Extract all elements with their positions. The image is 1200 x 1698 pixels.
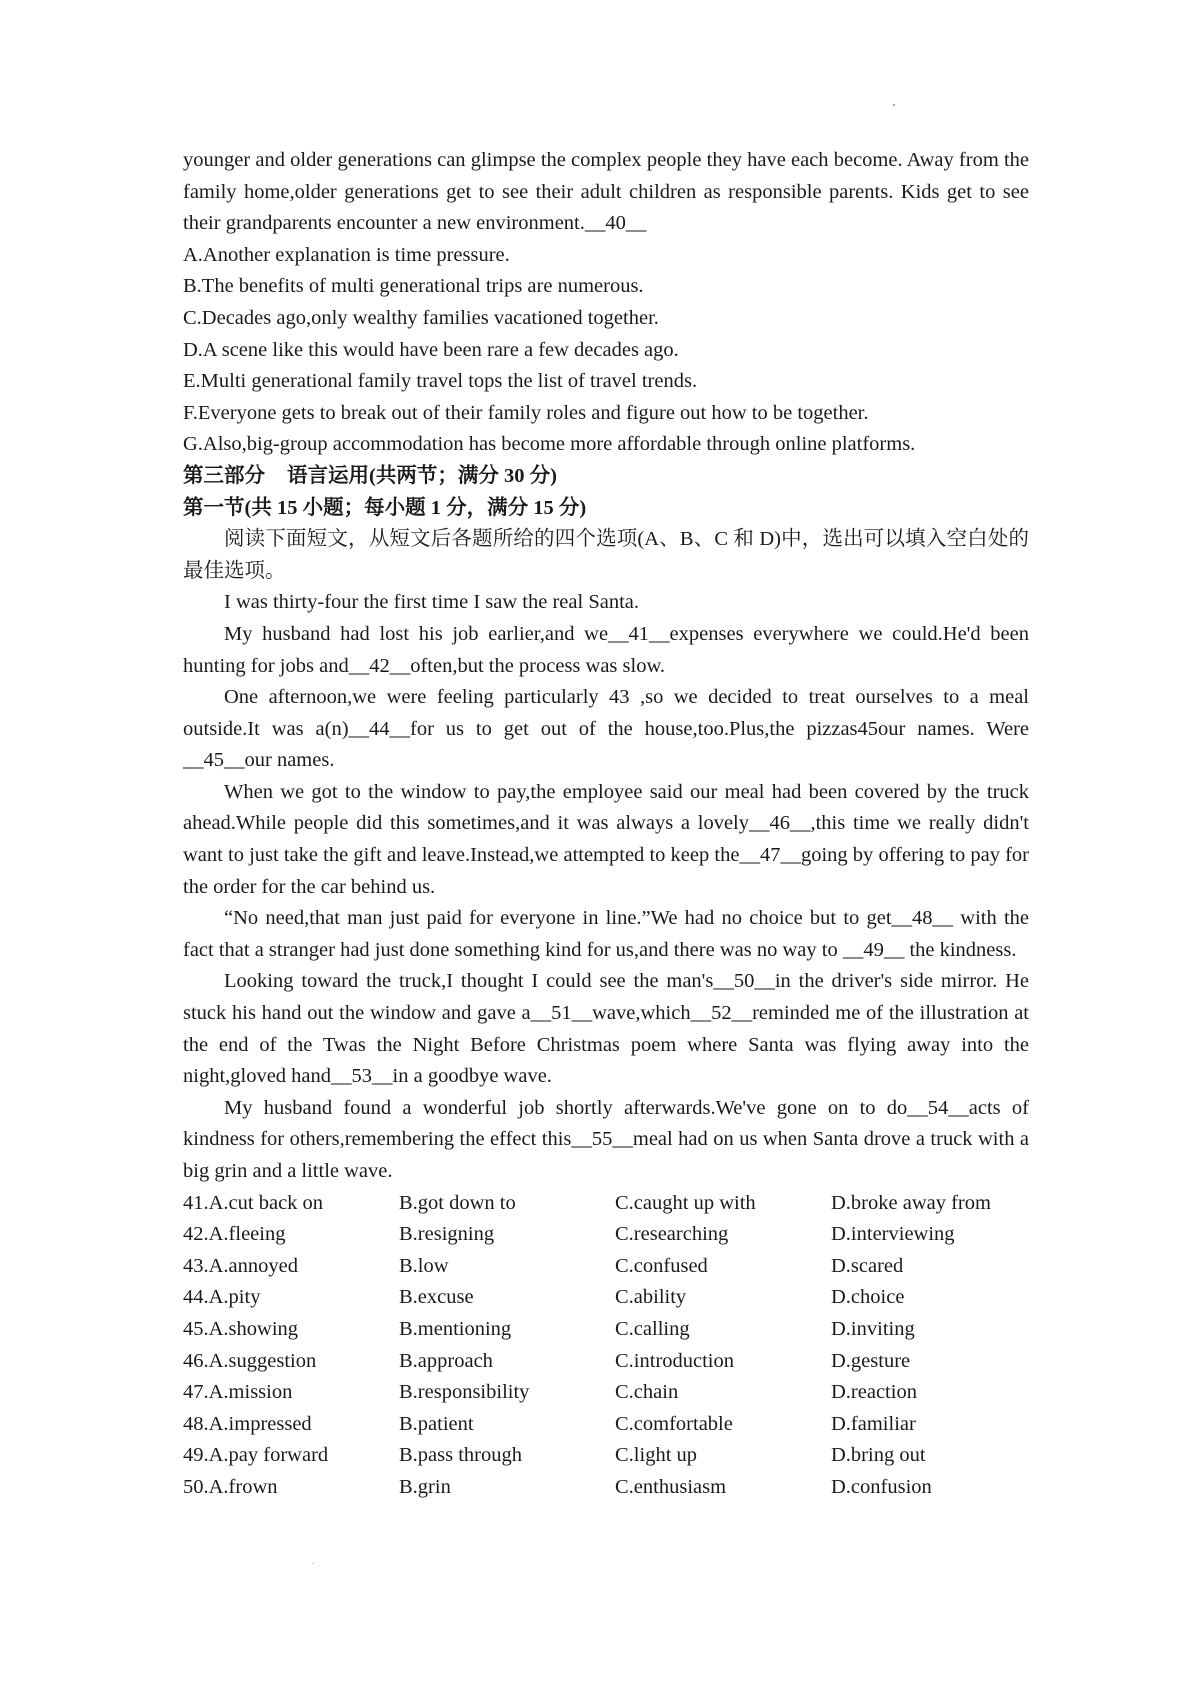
choice-b: B.low <box>399 1254 449 1277</box>
instructions: 阅读下面短文，从短文后各题所给的四个选项(A、B、C 和 D)中，选出可以填入空白处的最佳选项。 <box>183 528 1029 582</box>
choice-b: B.excuse <box>399 1286 474 1309</box>
part-three-title: 语言运用(共两节；满分 30 分) <box>287 464 557 487</box>
choice-d: D.bring out <box>831 1444 926 1467</box>
choice-d: D.choice <box>831 1286 905 1309</box>
exam-page <box>183 145 1029 1504</box>
part-three-heading <box>183 461 1029 493</box>
choice-d: D.broke away from <box>831 1191 991 1214</box>
question-row <box>183 1251 1029 1283</box>
option-b: B.The benefits of multi generational trips are numerous. <box>183 275 644 298</box>
section-one-heading: 第一节(共 15 小题；每小题 1 分，满分 15 分) <box>183 496 587 519</box>
question-row <box>183 1377 1029 1409</box>
option-a: A.Another explanation is time pressure. <box>183 243 510 266</box>
choice-b: B.grin <box>399 1475 451 1498</box>
passage-ending: younger and older generations can glimpse the complex people they have each become. Away from the family home,older generations get to see their adult children as responsible parents. Kids get to see their grandparents encounter a new environment.__40__ <box>183 149 1029 235</box>
choice-b: B.mentioning <box>399 1317 512 1340</box>
choice-a: 44.A.pity <box>183 1286 261 1309</box>
question-row <box>183 1440 1029 1472</box>
choice-d: D.confusion <box>831 1475 932 1498</box>
choice-c: C.researching <box>615 1223 729 1246</box>
choice-a: 48.A.impressed <box>183 1412 312 1435</box>
choice-a: 49.A.pay forward <box>183 1444 329 1467</box>
part-three-label: 第三部分 <box>183 464 265 487</box>
story-paragraph: My husband found a wonderful job shortly afterwards.We've gone on to do__54__acts of kindness for others,remembering the effect this__55__meal had on us when Santa drove a truck with a big grin and a little wave. <box>183 1096 1029 1182</box>
choice-a: 45.A.showing <box>183 1317 299 1340</box>
choice-c: C.calling <box>615 1317 690 1340</box>
choice-b: B.resigning <box>399 1223 495 1246</box>
choice-a: 41.A.cut back on <box>183 1191 324 1214</box>
seven-choice-options <box>183 240 1029 461</box>
choice-a: 50.A.frown <box>183 1475 278 1498</box>
scan-speck <box>312 1563 313 1564</box>
question-row <box>183 1314 1029 1346</box>
question-row <box>183 1472 1029 1504</box>
question-row <box>183 1282 1029 1314</box>
choice-c: C.introduction <box>615 1349 735 1372</box>
choice-c: C.comfortable <box>615 1412 733 1435</box>
option-c: C.Decades ago,only wealthy families vacationed together. <box>183 306 659 329</box>
choice-c: C.caught up with <box>615 1191 756 1214</box>
story-paragraph: One afternoon,we were feeling particularly 43 ,so we decided to treat ourselves to a meal outside.It was a(n)__44__for us to get out of the house,too.Plus,the pizzas45our names. Were __45__our names. <box>183 686 1029 772</box>
question-row <box>183 1188 1029 1220</box>
answer-options-table <box>183 1188 1029 1504</box>
choice-b: B.approach <box>399 1349 493 1372</box>
choice-d: D.interviewing <box>831 1223 955 1246</box>
question-row <box>183 1346 1029 1378</box>
choice-a: 42.A.fleeing <box>183 1223 286 1246</box>
choice-a: 47.A.mission <box>183 1381 293 1404</box>
question-row <box>183 1219 1029 1251</box>
choice-a: 43.A.annoyed <box>183 1254 299 1277</box>
choice-b: B.patient <box>399 1412 474 1435</box>
option-g: G.Also,big-group accommodation has become more affordable through online platforms. <box>183 433 916 456</box>
story-paragraph: My husband had lost his job earlier,and we__41__expenses everywhere we could.He'd been hunting for jobs and__42__often,but the process was slow. <box>183 622 1029 677</box>
choice-c: C.ability <box>615 1286 687 1309</box>
choice-b: B.got down to <box>399 1191 516 1214</box>
story-paragraph: “No need,that man just paid for everyone in line.”We had no choice but to get__48__ with the fact that a stranger had just done something kind for us,and there was no way to __49__ the kindness. <box>183 907 1029 961</box>
choice-a: 46.A.suggestion <box>183 1349 317 1372</box>
choice-d: D.scared <box>831 1254 904 1277</box>
choice-d: D.reaction <box>831 1381 917 1404</box>
cloze-story <box>183 587 1029 1187</box>
story-paragraph: Looking toward the truck,I thought I could see the man's__50__in the driver's side mirror. He stuck his hand out the window and gave a__51__wave,which__52__reminded me of the illustration at the end of the Twas the Night Before Christmas poem where Santa was flying away into the night,gloved hand__53__in a goodbye wave. <box>183 970 1029 1088</box>
option-f: F.Everyone gets to break out of their family roles and figure out how to be together. <box>183 401 869 424</box>
option-d: D.A scene like this would have been rare a few decades ago. <box>183 338 679 361</box>
choice-c: C.light up <box>615 1444 698 1467</box>
choice-c: C.confused <box>615 1254 708 1277</box>
choice-d: D.familiar <box>831 1412 916 1435</box>
question-row <box>183 1409 1029 1441</box>
choice-b: B.pass through <box>399 1444 522 1467</box>
scan-speck <box>893 104 895 106</box>
story-paragraph: I was thirty-four the first time I saw the real Santa. <box>224 591 639 614</box>
choice-c: C.enthusiasm <box>615 1475 727 1498</box>
story-paragraph: When we got to the window to pay,the employee said our meal had been covered by the truck ahead.While people did this sometimes,and it was always a lovely__46__,this time we really didn't want to just take the gift and leave.Instead,we attempted to keep the__47__going by offering to pay for the order for the car behind us. <box>183 780 1029 898</box>
choice-b: B.responsibility <box>399 1381 530 1404</box>
choice-c: C.chain <box>615 1381 679 1404</box>
choice-d: D.gesture <box>831 1349 911 1372</box>
choice-d: D.inviting <box>831 1317 915 1340</box>
option-e: E.Multi generational family travel tops the list of travel trends. <box>183 370 698 393</box>
